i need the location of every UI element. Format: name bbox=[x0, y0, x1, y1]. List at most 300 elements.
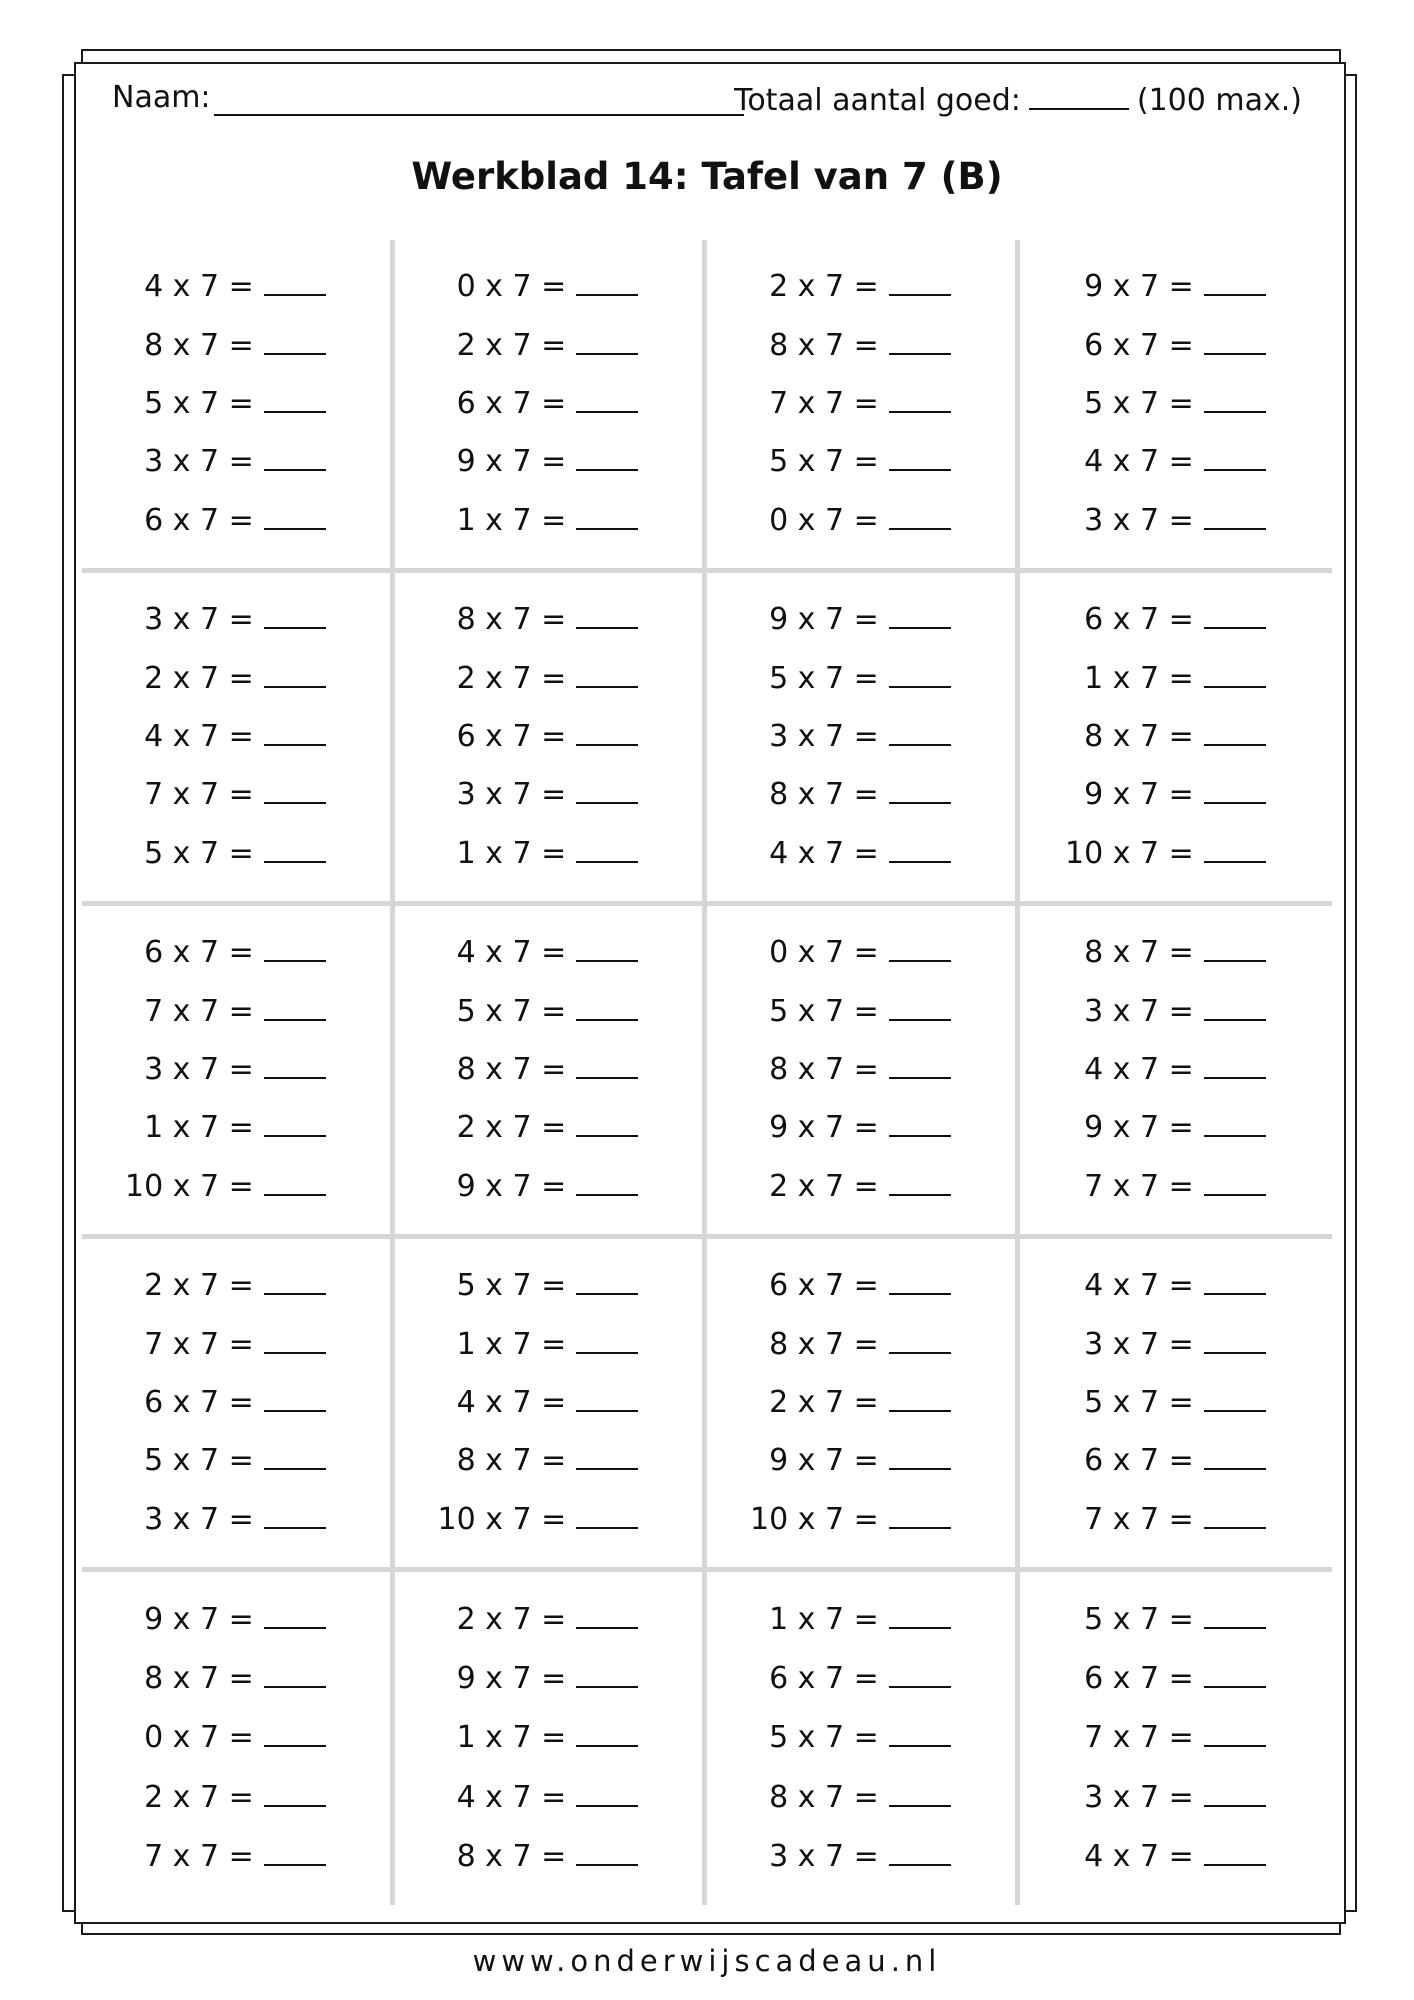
exercise-item bbox=[731, 1779, 991, 1815]
exercise-question: 8 x 7 = bbox=[769, 1051, 879, 1087]
exercise-item bbox=[418, 1384, 678, 1420]
exercise-question: 9 x 7 = bbox=[769, 602, 879, 638]
answer-field[interactable] bbox=[1204, 718, 1266, 746]
exercise-item bbox=[731, 934, 991, 970]
answer-field[interactable] bbox=[264, 1051, 326, 1079]
exercise-question: 9 x 7 = bbox=[769, 1443, 879, 1479]
exercise-question: 3 x 7 = bbox=[1084, 993, 1194, 1029]
answer-field[interactable] bbox=[889, 1719, 951, 1747]
answer-field[interactable] bbox=[264, 1719, 326, 1747]
exercise-item bbox=[1046, 1326, 1306, 1362]
exercise-question: 7 x 7 = bbox=[144, 993, 254, 1029]
answer-field[interactable] bbox=[576, 1719, 638, 1747]
answer-field[interactable] bbox=[889, 934, 951, 962]
exercise-question: 10 x 7 = bbox=[124, 1168, 254, 1204]
exercise-question: 3 x 7 = bbox=[1084, 1779, 1194, 1815]
answer-field[interactable] bbox=[889, 1109, 951, 1137]
answer-field[interactable] bbox=[889, 1838, 951, 1866]
answer-field[interactable] bbox=[576, 660, 638, 688]
exercise-question: 3 x 7 = bbox=[769, 1838, 879, 1874]
exercise-question: 9 x 7 = bbox=[456, 1168, 567, 1204]
answer-field[interactable] bbox=[576, 1051, 638, 1079]
exercise-question: 10 x 7 = bbox=[437, 1501, 567, 1537]
answer-field[interactable] bbox=[1204, 835, 1266, 863]
exercise-question: 4 x 7 = bbox=[1084, 1268, 1194, 1304]
exercise-block bbox=[395, 906, 708, 1239]
name-field[interactable] bbox=[214, 80, 744, 116]
exercise-item bbox=[106, 1326, 366, 1362]
exercise-question: 3 x 7 = bbox=[456, 777, 567, 813]
exercise-item bbox=[106, 1168, 366, 1204]
answer-field[interactable] bbox=[889, 718, 951, 746]
exercise-question: 6 x 7 = bbox=[1084, 327, 1194, 363]
exercise-question: 5 x 7 = bbox=[769, 444, 879, 480]
answer-field[interactable] bbox=[889, 1267, 951, 1295]
answer-field[interactable] bbox=[1204, 601, 1266, 629]
answer-field[interactable] bbox=[1204, 443, 1266, 471]
answer-field[interactable] bbox=[576, 718, 638, 746]
exercise-question: 5 x 7 = bbox=[144, 1443, 254, 1479]
exercise-block bbox=[707, 906, 1020, 1239]
exercise-item bbox=[1046, 835, 1306, 871]
exercise-question: 4 x 7 = bbox=[1084, 444, 1194, 480]
exercise-question: 5 x 7 = bbox=[1084, 1384, 1194, 1420]
answer-field[interactable] bbox=[1204, 660, 1266, 688]
answer-field[interactable] bbox=[1204, 1384, 1266, 1412]
exercise-item bbox=[106, 443, 366, 479]
answer-field[interactable] bbox=[889, 385, 951, 413]
exercise-item bbox=[731, 268, 991, 304]
exercise-item bbox=[731, 1384, 991, 1420]
exercise-block bbox=[395, 1572, 708, 1905]
exercise-question: 6 x 7 = bbox=[456, 385, 567, 421]
worksheet-title: Werkblad 14: Tafel van 7 (B) bbox=[411, 155, 1003, 198]
answer-field[interactable] bbox=[576, 993, 638, 1021]
answer-field[interactable] bbox=[576, 1838, 638, 1866]
exercise-block bbox=[82, 1572, 395, 1905]
exercise-block bbox=[707, 573, 1020, 906]
answer-field[interactable] bbox=[889, 1601, 951, 1629]
exercise-item bbox=[418, 835, 678, 871]
exercise-item bbox=[1046, 443, 1306, 479]
exercise-question: 8 x 7 = bbox=[456, 602, 567, 638]
exercise-block bbox=[82, 1239, 395, 1572]
exercise-question: 10 x 7 = bbox=[1064, 835, 1194, 871]
exercise-item bbox=[418, 1779, 678, 1815]
exercise-item bbox=[731, 1168, 991, 1204]
exercise-block bbox=[395, 1239, 708, 1572]
exercise-question: 6 x 7 = bbox=[144, 502, 254, 538]
exercise-item bbox=[1046, 268, 1306, 304]
exercise-question: 2 x 7 = bbox=[456, 1602, 567, 1638]
exercise-item bbox=[731, 1051, 991, 1087]
exercise-question: 0 x 7 = bbox=[144, 1720, 254, 1756]
exercise-question: 9 x 7 = bbox=[456, 444, 567, 480]
exercise-question: 8 x 7 = bbox=[769, 327, 879, 363]
exercise-question: 3 x 7 = bbox=[144, 1501, 254, 1537]
exercise-item bbox=[731, 660, 991, 696]
score-section bbox=[734, 80, 1302, 118]
exercise-item bbox=[418, 660, 678, 696]
exercise-item bbox=[418, 1442, 678, 1478]
exercise-question: 6 x 7 = bbox=[769, 1661, 879, 1697]
answer-field[interactable] bbox=[1204, 934, 1266, 962]
exercise-question: 3 x 7 = bbox=[1084, 1326, 1194, 1362]
exercise-item bbox=[106, 934, 366, 970]
exercise-question: 5 x 7 = bbox=[1084, 385, 1194, 421]
exercise-block bbox=[395, 573, 708, 906]
answer-field[interactable] bbox=[889, 1442, 951, 1470]
exercise-item bbox=[418, 718, 678, 754]
exercise-item bbox=[731, 776, 991, 812]
answer-field[interactable] bbox=[1204, 1168, 1266, 1196]
exercise-question: 0 x 7 = bbox=[769, 935, 879, 971]
exercise-item bbox=[731, 1601, 991, 1637]
exercise-item bbox=[106, 385, 366, 421]
exercise-item bbox=[1046, 1501, 1306, 1537]
exercise-question: 9 x 7 = bbox=[144, 1602, 254, 1638]
answer-field[interactable] bbox=[889, 1384, 951, 1412]
exercise-item bbox=[418, 1267, 678, 1303]
exercise-block bbox=[1020, 240, 1333, 573]
exercise-question: 6 x 7 = bbox=[456, 718, 567, 754]
exercise-question: 8 x 7 = bbox=[769, 777, 879, 813]
exercise-item bbox=[731, 443, 991, 479]
exercise-question: 9 x 7 = bbox=[456, 1661, 567, 1697]
answer-field[interactable] bbox=[1204, 1660, 1266, 1688]
exercise-question: 4 x 7 = bbox=[456, 1779, 567, 1815]
exercise-question: 7 x 7 = bbox=[144, 1326, 254, 1362]
answer-field[interactable] bbox=[576, 601, 638, 629]
exercise-item bbox=[418, 1051, 678, 1087]
answer-field[interactable] bbox=[576, 1442, 638, 1470]
score-label: Totaal aantal goed: bbox=[734, 83, 1021, 118]
exercise-item bbox=[731, 835, 991, 871]
exercise-question: 4 x 7 = bbox=[144, 718, 254, 754]
answer-field[interactable] bbox=[1204, 385, 1266, 413]
answer-field[interactable] bbox=[1204, 1442, 1266, 1470]
answer-field[interactable] bbox=[1204, 1109, 1266, 1137]
exercise-item bbox=[418, 776, 678, 812]
exercise-item bbox=[1046, 385, 1306, 421]
exercise-question: 2 x 7 = bbox=[769, 269, 879, 305]
exercise-item bbox=[106, 1601, 366, 1637]
exercise-question: 7 x 7 = bbox=[1084, 1168, 1194, 1204]
exercise-question: 1 x 7 = bbox=[144, 1110, 254, 1146]
answer-field[interactable] bbox=[1204, 1501, 1266, 1529]
answer-field[interactable] bbox=[1204, 1326, 1266, 1354]
answer-field[interactable] bbox=[1204, 993, 1266, 1021]
exercise-question: 7 x 7 = bbox=[769, 385, 879, 421]
exercise-item bbox=[106, 718, 366, 754]
exercise-item bbox=[418, 993, 678, 1029]
exercise-item bbox=[731, 327, 991, 363]
exercise-item bbox=[418, 443, 678, 479]
answer-field[interactable] bbox=[576, 835, 638, 863]
exercise-item bbox=[731, 1109, 991, 1145]
answer-field[interactable] bbox=[889, 1779, 951, 1807]
exercise-item bbox=[731, 1719, 991, 1755]
exercise-question: 7 x 7 = bbox=[1084, 1501, 1194, 1537]
answer-field[interactable] bbox=[264, 1501, 326, 1529]
answer-field[interactable] bbox=[1204, 1719, 1266, 1747]
exercise-item bbox=[731, 1326, 991, 1362]
exercise-item bbox=[106, 1267, 366, 1303]
exercise-question: 4 x 7 = bbox=[769, 835, 879, 871]
exercise-question: 3 x 7 = bbox=[769, 718, 879, 754]
exercise-question: 1 x 7 = bbox=[456, 1326, 567, 1362]
answer-field[interactable] bbox=[264, 934, 326, 962]
exercise-question: 0 x 7 = bbox=[769, 502, 879, 538]
exercise-block bbox=[82, 573, 395, 906]
answer-field[interactable] bbox=[889, 1168, 951, 1196]
answer-field[interactable] bbox=[264, 1384, 326, 1412]
exercise-question: 7 x 7 = bbox=[1084, 1720, 1194, 1756]
exercise-question: 4 x 7 = bbox=[144, 269, 254, 305]
answer-field[interactable] bbox=[576, 385, 638, 413]
exercise-question: 3 x 7 = bbox=[144, 602, 254, 638]
exercise-item bbox=[1046, 993, 1306, 1029]
answer-field[interactable] bbox=[264, 502, 326, 530]
answer-field[interactable] bbox=[264, 1779, 326, 1807]
exercise-item bbox=[106, 776, 366, 812]
exercise-item bbox=[1046, 327, 1306, 363]
answer-field[interactable] bbox=[1204, 1779, 1266, 1807]
answer-field[interactable] bbox=[1204, 1838, 1266, 1866]
exercise-question: 8 x 7 = bbox=[456, 1443, 567, 1479]
answer-field[interactable] bbox=[576, 776, 638, 804]
answer-field[interactable] bbox=[264, 601, 326, 629]
answer-field[interactable] bbox=[264, 1267, 326, 1295]
answer-field[interactable] bbox=[1204, 776, 1266, 804]
exercise-question: 1 x 7 = bbox=[1084, 660, 1194, 696]
exercise-item bbox=[106, 1501, 366, 1537]
exercise-item bbox=[731, 502, 991, 538]
answer-field[interactable] bbox=[576, 1384, 638, 1412]
answer-field[interactable] bbox=[264, 718, 326, 746]
exercise-question: 5 x 7 = bbox=[1084, 1602, 1194, 1638]
exercise-item bbox=[106, 993, 366, 1029]
answer-field[interactable] bbox=[576, 1168, 638, 1196]
footer-url: www.onderwijscadeau.nl bbox=[472, 1944, 942, 1978]
exercise-question: 9 x 7 = bbox=[1084, 1110, 1194, 1146]
answer-field[interactable] bbox=[576, 1326, 638, 1354]
exercise-block bbox=[82, 906, 395, 1239]
exercise-item bbox=[418, 1838, 678, 1874]
answer-field[interactable] bbox=[889, 601, 951, 629]
exercise-item bbox=[106, 1442, 366, 1478]
exercise-item bbox=[106, 1384, 366, 1420]
exercise-question: 5 x 7 = bbox=[456, 1268, 567, 1304]
exercise-item bbox=[418, 1601, 678, 1637]
exercise-question: 1 x 7 = bbox=[456, 1720, 567, 1756]
exercise-question: 6 x 7 = bbox=[769, 1268, 879, 1304]
exercise-item bbox=[106, 1109, 366, 1145]
exercise-question: 2 x 7 = bbox=[144, 1268, 254, 1304]
answer-field[interactable] bbox=[576, 934, 638, 962]
exercise-question: 5 x 7 = bbox=[769, 1720, 879, 1756]
exercise-question: 8 x 7 = bbox=[1084, 718, 1194, 754]
exercise-block bbox=[1020, 1239, 1333, 1572]
exercise-question: 2 x 7 = bbox=[456, 327, 567, 363]
exercise-item bbox=[1046, 1601, 1306, 1637]
answer-field[interactable] bbox=[576, 1660, 638, 1688]
answer-field[interactable] bbox=[889, 835, 951, 863]
answer-field[interactable] bbox=[264, 385, 326, 413]
exercise-item bbox=[731, 1660, 991, 1696]
exercise-item bbox=[731, 385, 991, 421]
exercise-item bbox=[1046, 660, 1306, 696]
exercise-question: 2 x 7 = bbox=[769, 1384, 879, 1420]
exercise-question: 5 x 7 = bbox=[144, 385, 254, 421]
answer-field[interactable] bbox=[264, 835, 326, 863]
exercise-question: 7 x 7 = bbox=[144, 1838, 254, 1874]
exercise-item bbox=[418, 1660, 678, 1696]
exercise-item bbox=[1046, 1168, 1306, 1204]
score-max-label: (100 max.) bbox=[1136, 83, 1302, 118]
exercise-item bbox=[418, 502, 678, 538]
exercise-item bbox=[731, 1267, 991, 1303]
exercise-question: 7 x 7 = bbox=[144, 777, 254, 813]
exercise-block bbox=[1020, 573, 1333, 906]
answer-field[interactable] bbox=[1204, 502, 1266, 530]
exercise-item bbox=[1046, 776, 1306, 812]
answer-field[interactable] bbox=[264, 1442, 326, 1470]
exercise-question: 2 x 7 = bbox=[144, 1779, 254, 1815]
answer-field[interactable] bbox=[889, 268, 951, 296]
answer-field[interactable] bbox=[889, 1501, 951, 1529]
exercise-question: 10 x 7 = bbox=[749, 1501, 879, 1537]
answer-field[interactable] bbox=[264, 1660, 326, 1688]
answer-field[interactable] bbox=[889, 660, 951, 688]
exercise-question: 8 x 7 = bbox=[144, 327, 254, 363]
exercise-item bbox=[1046, 718, 1306, 754]
exercise-question: 9 x 7 = bbox=[1084, 269, 1194, 305]
exercise-item bbox=[418, 934, 678, 970]
answer-field[interactable] bbox=[264, 268, 326, 296]
exercise-item bbox=[418, 1719, 678, 1755]
exercise-block bbox=[1020, 1572, 1333, 1905]
answer-field[interactable] bbox=[264, 660, 326, 688]
exercise-question: 5 x 7 = bbox=[769, 993, 879, 1029]
exercise-item bbox=[106, 835, 366, 871]
exercise-question: 2 x 7 = bbox=[456, 1110, 567, 1146]
answer-field[interactable] bbox=[576, 502, 638, 530]
answer-field[interactable] bbox=[264, 776, 326, 804]
exercise-question: 3 x 7 = bbox=[1084, 502, 1194, 538]
exercise-question: 0 x 7 = bbox=[456, 269, 567, 305]
exercise-question: 5 x 7 = bbox=[144, 835, 254, 871]
answer-field[interactable] bbox=[264, 1109, 326, 1137]
exercise-item bbox=[1046, 934, 1306, 970]
exercise-question: 2 x 7 = bbox=[769, 1168, 879, 1204]
exercise-item bbox=[1046, 1838, 1306, 1874]
answer-field[interactable] bbox=[576, 268, 638, 296]
exercise-item bbox=[1046, 1779, 1306, 1815]
exercise-question: 1 x 7 = bbox=[456, 502, 567, 538]
answer-field[interactable] bbox=[1204, 1601, 1266, 1629]
exercise-question: 3 x 7 = bbox=[144, 1051, 254, 1087]
exercise-question: 2 x 7 = bbox=[456, 660, 567, 696]
exercise-question: 8 x 7 = bbox=[144, 1661, 254, 1697]
exercise-question: 6 x 7 = bbox=[1084, 602, 1194, 638]
answer-field[interactable] bbox=[576, 1501, 638, 1529]
exercise-item bbox=[1046, 1660, 1306, 1696]
exercise-item bbox=[106, 660, 366, 696]
exercise-question: 3 x 7 = bbox=[144, 444, 254, 480]
answer-field[interactable] bbox=[889, 776, 951, 804]
score-field[interactable] bbox=[1029, 80, 1129, 110]
answer-field[interactable] bbox=[576, 1267, 638, 1295]
answer-field[interactable] bbox=[264, 1601, 326, 1629]
exercise-item bbox=[106, 1051, 366, 1087]
exercise-item bbox=[1046, 1384, 1306, 1420]
answer-field[interactable] bbox=[264, 443, 326, 471]
exercise-question: 5 x 7 = bbox=[456, 993, 567, 1029]
exercise-block bbox=[395, 240, 708, 573]
answer-field[interactable] bbox=[264, 993, 326, 1021]
exercise-block bbox=[82, 240, 395, 573]
exercise-question: 1 x 7 = bbox=[769, 1602, 879, 1638]
answer-field[interactable] bbox=[576, 1779, 638, 1807]
exercise-question: 6 x 7 = bbox=[1084, 1443, 1194, 1479]
answer-field[interactable] bbox=[1204, 1051, 1266, 1079]
answer-field[interactable] bbox=[1204, 268, 1266, 296]
answer-field[interactable] bbox=[264, 1838, 326, 1866]
answer-field[interactable] bbox=[264, 327, 326, 355]
answer-field[interactable] bbox=[889, 327, 951, 355]
exercise-question: 1 x 7 = bbox=[456, 835, 567, 871]
exercise-item bbox=[418, 1501, 678, 1537]
worksheet-header bbox=[112, 80, 1302, 122]
answer-field[interactable] bbox=[889, 1326, 951, 1354]
exercise-question: 6 x 7 = bbox=[144, 1384, 254, 1420]
answer-field[interactable] bbox=[1204, 1267, 1266, 1295]
answer-field[interactable] bbox=[264, 1168, 326, 1196]
answer-field[interactable] bbox=[1204, 327, 1266, 355]
answer-field[interactable] bbox=[889, 1660, 951, 1688]
exercise-item bbox=[418, 327, 678, 363]
exercise-item bbox=[106, 1838, 366, 1874]
answer-field[interactable] bbox=[264, 1326, 326, 1354]
exercise-block bbox=[707, 240, 1020, 573]
answer-field[interactable] bbox=[576, 1109, 638, 1137]
exercise-question: 4 x 7 = bbox=[456, 935, 567, 971]
answer-field[interactable] bbox=[889, 1051, 951, 1079]
answer-field[interactable] bbox=[889, 502, 951, 530]
exercise-item bbox=[1046, 1719, 1306, 1755]
answer-field[interactable] bbox=[576, 327, 638, 355]
exercise-question: 2 x 7 = bbox=[144, 660, 254, 696]
exercise-question: 9 x 7 = bbox=[769, 1110, 879, 1146]
exercise-item bbox=[106, 1660, 366, 1696]
exercise-question: 4 x 7 = bbox=[1084, 1838, 1194, 1874]
exercise-question: 4 x 7 = bbox=[1084, 1051, 1194, 1087]
exercise-item bbox=[106, 502, 366, 538]
exercise-item bbox=[106, 1779, 366, 1815]
exercise-item bbox=[731, 993, 991, 1029]
exercise-question: 4 x 7 = bbox=[456, 1384, 567, 1420]
answer-field[interactable] bbox=[889, 993, 951, 1021]
exercise-item bbox=[1046, 502, 1306, 538]
answer-field[interactable] bbox=[576, 1601, 638, 1629]
answer-field[interactable] bbox=[889, 443, 951, 471]
exercise-question: 6 x 7 = bbox=[1084, 1661, 1194, 1697]
exercise-item bbox=[418, 268, 678, 304]
exercise-question: 8 x 7 = bbox=[769, 1326, 879, 1362]
answer-field[interactable] bbox=[576, 443, 638, 471]
exercise-question: 8 x 7 = bbox=[769, 1779, 879, 1815]
